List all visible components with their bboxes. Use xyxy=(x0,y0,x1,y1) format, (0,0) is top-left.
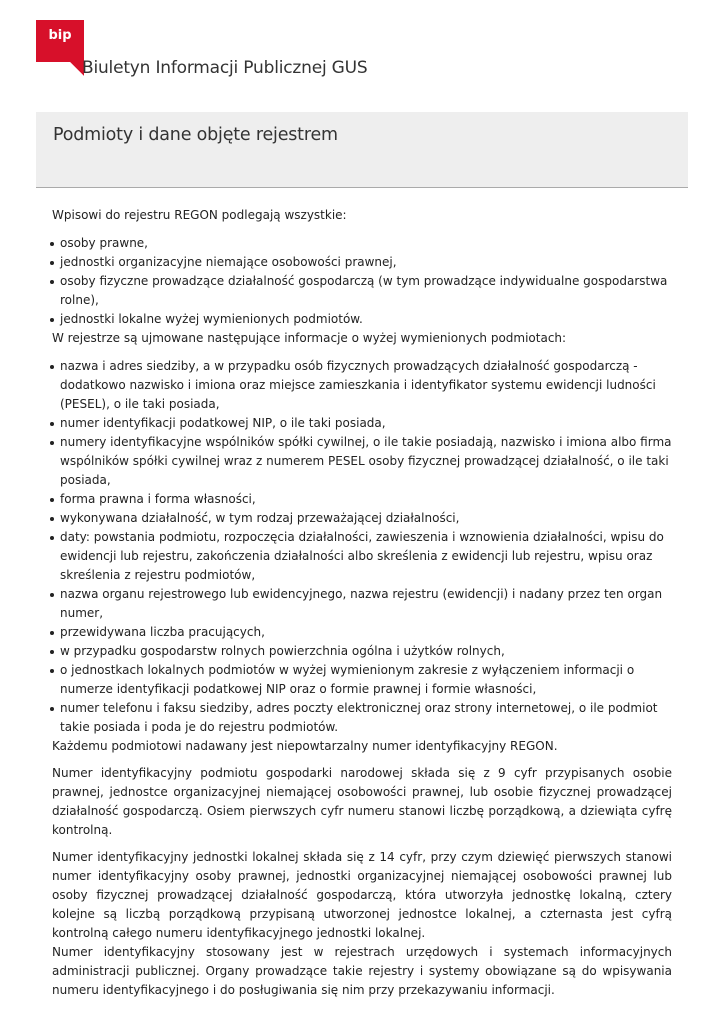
list-item: daty: powstania podmiotu, rozpoczęcia działalności, zawieszenia i wznowienia działalności, wpisu do ewidencji lub rejestru, zakończenia działalności albo skreślenia z ewidencji lub rejestru, wpisu oraz skreślenia z rejestru podmiotów, xyxy=(49,528,672,585)
page-title-band xyxy=(36,112,688,188)
page-title: Podmioty i dane objęte rejestrem xyxy=(53,125,338,145)
regon-assign-text: Każdemu podmiotowi nadawany jest niepowtarzalny numer identyfikacyjny REGON. xyxy=(52,739,558,753)
logo-text: bip xyxy=(48,28,72,43)
article-content xyxy=(52,206,672,1000)
list-item: w przypadku gospodarstw rolnych powierzchnia ogólna i użytków rolnych, xyxy=(49,642,672,661)
list-item: jednostki lokalne wyżej wymienionych podmiotów. xyxy=(49,310,672,329)
list-item: osoby fizyczne prowadzące działalność gospodarczą (w tym prowadzące indywidualne gospodarstwa rolne), xyxy=(49,272,672,310)
site-title[interactable]: Biuletyn Informacji Publicznej GUS xyxy=(82,58,368,78)
list-item: numer telefonu i faksu siedziby, adres poczty elektronicznej oraz strony internetowej, o ile podmiot takie posiada i poda je do rejestru podmiotów. xyxy=(49,699,672,737)
list-item: nazwa organu rejestrowego lub ewidencyjnego, nazwa rejestru (ewidencji) i nadany przez ten organ numer, xyxy=(49,585,672,623)
list-item: numery identyfikacyjne wspólników spółki cywilnej, o ile takie posiadają, nazwisko i imiona albo firma wspólników spółki cywilnej wraz z numerem PESEL osoby fizycznej prowadzącej działalność, o ile taki posiada, xyxy=(49,433,672,490)
list-item: przewidywana liczba pracujących, xyxy=(49,623,672,642)
list-item: jednostki organizacyjne niemające osobowości prawnej, xyxy=(49,253,672,272)
subjects-intro: Wpisowi do rejestru REGON podlegają wszystkie: xyxy=(52,208,347,222)
bip-logo[interactable] xyxy=(36,20,84,76)
subjects-list xyxy=(49,234,672,329)
list-item: osoby prawne, xyxy=(49,234,672,253)
nine-digit-paragraph: Numer identyfikacyjny podmiotu gospodarki narodowej składa się z 9 cyfr przypisanych osobie prawnej, jednostce organizacyjnej niemającej osobowości prawnej, lub osobie fizycznej prowadzącej działalność gospodarczą. Osiem pierwszych cyfr numeru stanowi liczbę porządkową, a dziewiąta cyfrę kontrolną. xyxy=(52,766,672,837)
bip-logo-icon xyxy=(36,20,84,76)
list-item: o jednostkach lokalnych podmiotów w wyżej wymienionym zakresie z wyłączeniem informacji o numerze identyfikacji podatkowej NIP oraz o formie prawnej i formie własności, xyxy=(49,661,672,699)
usage-paragraph: Numer identyfikacyjny stosowany jest w rejestrach urzędowych i systemach informacyjnych administracji publicznej. Organy prowadzące takie rejestry i systemy obowiązane są do wpisywania numeru identyfikacyjnego i do posługiwania się nim przy przekazywaniu informacji. xyxy=(52,945,672,997)
list-item: numer identyfikacji podatkowej NIP, o ile taki posiada, xyxy=(49,414,672,433)
list-item: forma prawna i forma własności, xyxy=(49,490,672,509)
fourteen-digit-paragraph: Numer identyfikacyjny jednostki lokalnej składa się z 14 cyfr, przy czym dziewięć pierwszych stanowi numer identyfikacyjny osoby prawnej, jednostki organizacyjnej niemającej osobowości prawnej lub osoby fizycznej prowadzącej działalność gospodarczą, która utworzyła jednostkę lokalną, cztery kolejne są liczbą porządkową przypisaną utworzonej jednostce lokalnej, a czternasta jest cyfrą kontrolną całego numeru identyfikacyjnego jednostki lokalnej. xyxy=(52,850,672,940)
list-item: nazwa i adres siedziby, a w przypadku osób fizycznych prowadzących działalność gospodarczą - dodatkowo nazwisko i imiona oraz miejsce zamieszkania i identyfikator systemu ewidencji ludności (PESEL), o ile taki posiada, xyxy=(49,357,672,414)
info-intro: W rejestrze są ujmowane następujące informacje o wyżej wymienionych podmiotach: xyxy=(52,331,567,345)
info-list xyxy=(49,357,672,737)
list-item: wykonywana działalność, w tym rodzaj przeważającej działalności, xyxy=(49,509,672,528)
